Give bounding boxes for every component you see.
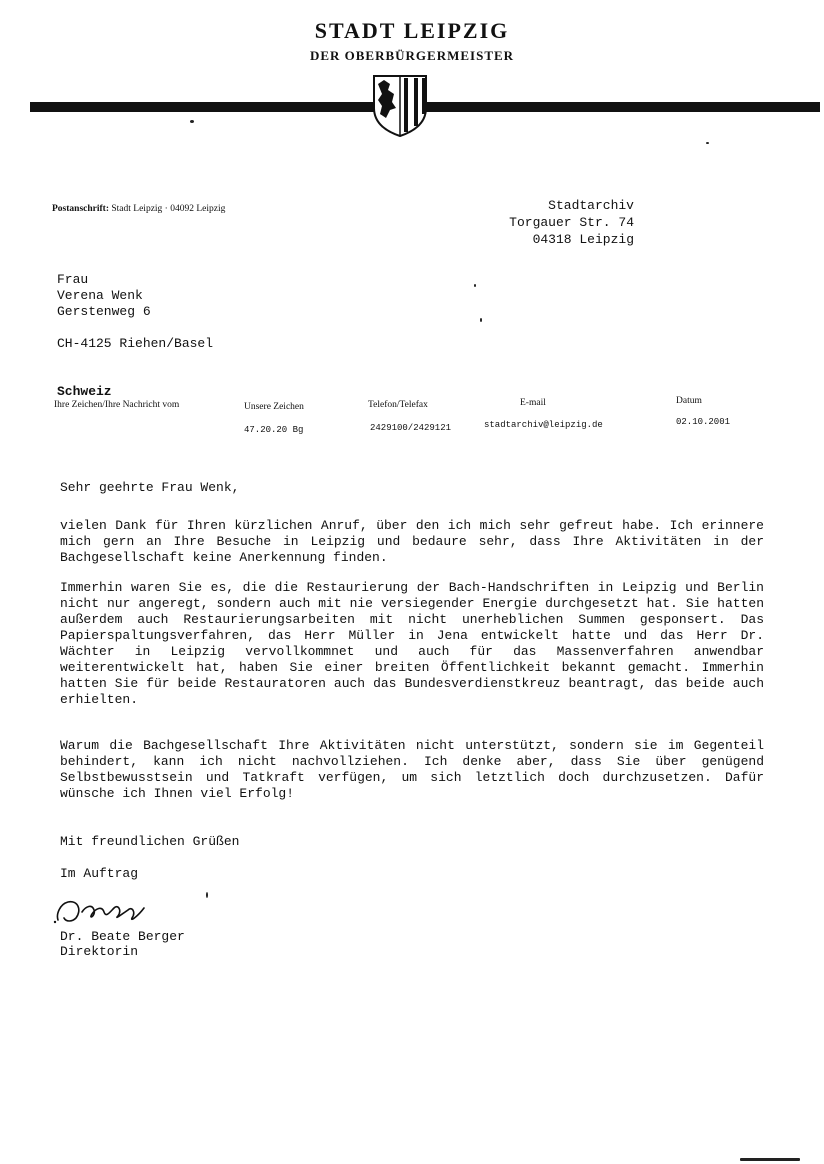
scan-speck: [740, 1158, 800, 1161]
closing: Mit freundlichen Grüßen: [60, 834, 240, 849]
phone-value: 2429100/2429121: [370, 423, 452, 433]
postal-line: [52, 204, 225, 214]
paragraph-3: Warum die Bachgesellschaft Ihre Aktivitäten nicht unterstützt, sondern sie im Gegenteil behindert, kann ich nicht nachvollziehen. Ich denke aber, dass Sie über genügend Selbstbewusstsein und Tatkraft verfügen, um sich letztlich doch durchzusetzen. Dafür wünsche ich Ihnen viel Erfolg!: [60, 738, 764, 801]
paragraph-2: Immerhin waren Sie es, die die Restaurierung der Bach-Handschriften in Leipzig und Berlin nicht nur angeregt, sondern auch mit nie versiegender Energie durchgesetzt hat. Sie hatten außerdem auch Restaurierungsarbeiten mit nicht unerheblichen Summen gesponsert. Das Papierspaltungsverfahren, das Herr Müller in Jena entwickelt hatte und das Herr Dr. Wächter in Leipzig vervollkommnet und auch für das Massenverfahren anwendbar weiterentwickelt hat, haben Sie einer breiten Öffentlichkeit bekannt gemacht. Immerhin hatten Sie für beide Restauratoren auch das Bundesverdienstkreuz beantragt, das beide auch erhielten.: [60, 580, 764, 707]
our-ref-value: 47.20.20 Bg: [244, 425, 304, 435]
scan-speck: [190, 120, 194, 123]
scan-speck: [706, 142, 709, 144]
recipient-lines: Frau Verena Wenk Gerstenweg 6 CH-4125 Riehen/Basel: [57, 272, 214, 351]
date-value: 02.10.2001: [676, 417, 731, 427]
letterhead-city: STADT LEIPZIG: [314, 18, 510, 43]
paragraph-1: vielen Dank für Ihren kürzlichen Anruf, über den ich mich sehr gefreut habe. Ich erinnere mich gern an Ihre Besuche in Leipzig und bedaure sehr, dass Ihre Aktivitäten in der Bachgesellschaft keine Anerkennung finden.: [60, 518, 764, 565]
on-behalf: Im Auftrag: [60, 866, 139, 881]
your-ref-label: Ihre Zeichen/Ihre Nachricht vom: [54, 400, 180, 410]
leipzig-coat-of-arms-icon: [372, 74, 428, 138]
scan-speck: [480, 318, 482, 322]
scan-speck: [474, 284, 476, 287]
date-label: Datum: [676, 396, 702, 406]
recipient-country: Schweiz: [57, 384, 112, 399]
postal-address: Stadt Leipzig · 04092 Leipzig: [111, 204, 226, 214]
recipient-address: [57, 240, 213, 416]
our-ref-label: Unsere Zeichen: [244, 402, 304, 412]
salutation: Sehr geehrte Frau Wenk,: [60, 480, 240, 495]
signer-name: Dr. Beate Berger Direktorin: [60, 929, 185, 959]
scan-speck: [206, 892, 208, 898]
phone-label: Telefon/Telefax: [368, 400, 428, 410]
email-label: E-mail: [520, 398, 546, 408]
postal-label: Postanschrift:: [52, 204, 109, 214]
email-value: stadtarchiv@leipzig.de: [484, 420, 603, 430]
sender-address: Stadtarchiv Torgauer Str. 74 04318 Leipzig: [509, 198, 634, 247]
handwritten-signature-icon: [52, 892, 162, 928]
letterhead-office: DER OBERBÜRGERMEISTER: [309, 48, 515, 63]
